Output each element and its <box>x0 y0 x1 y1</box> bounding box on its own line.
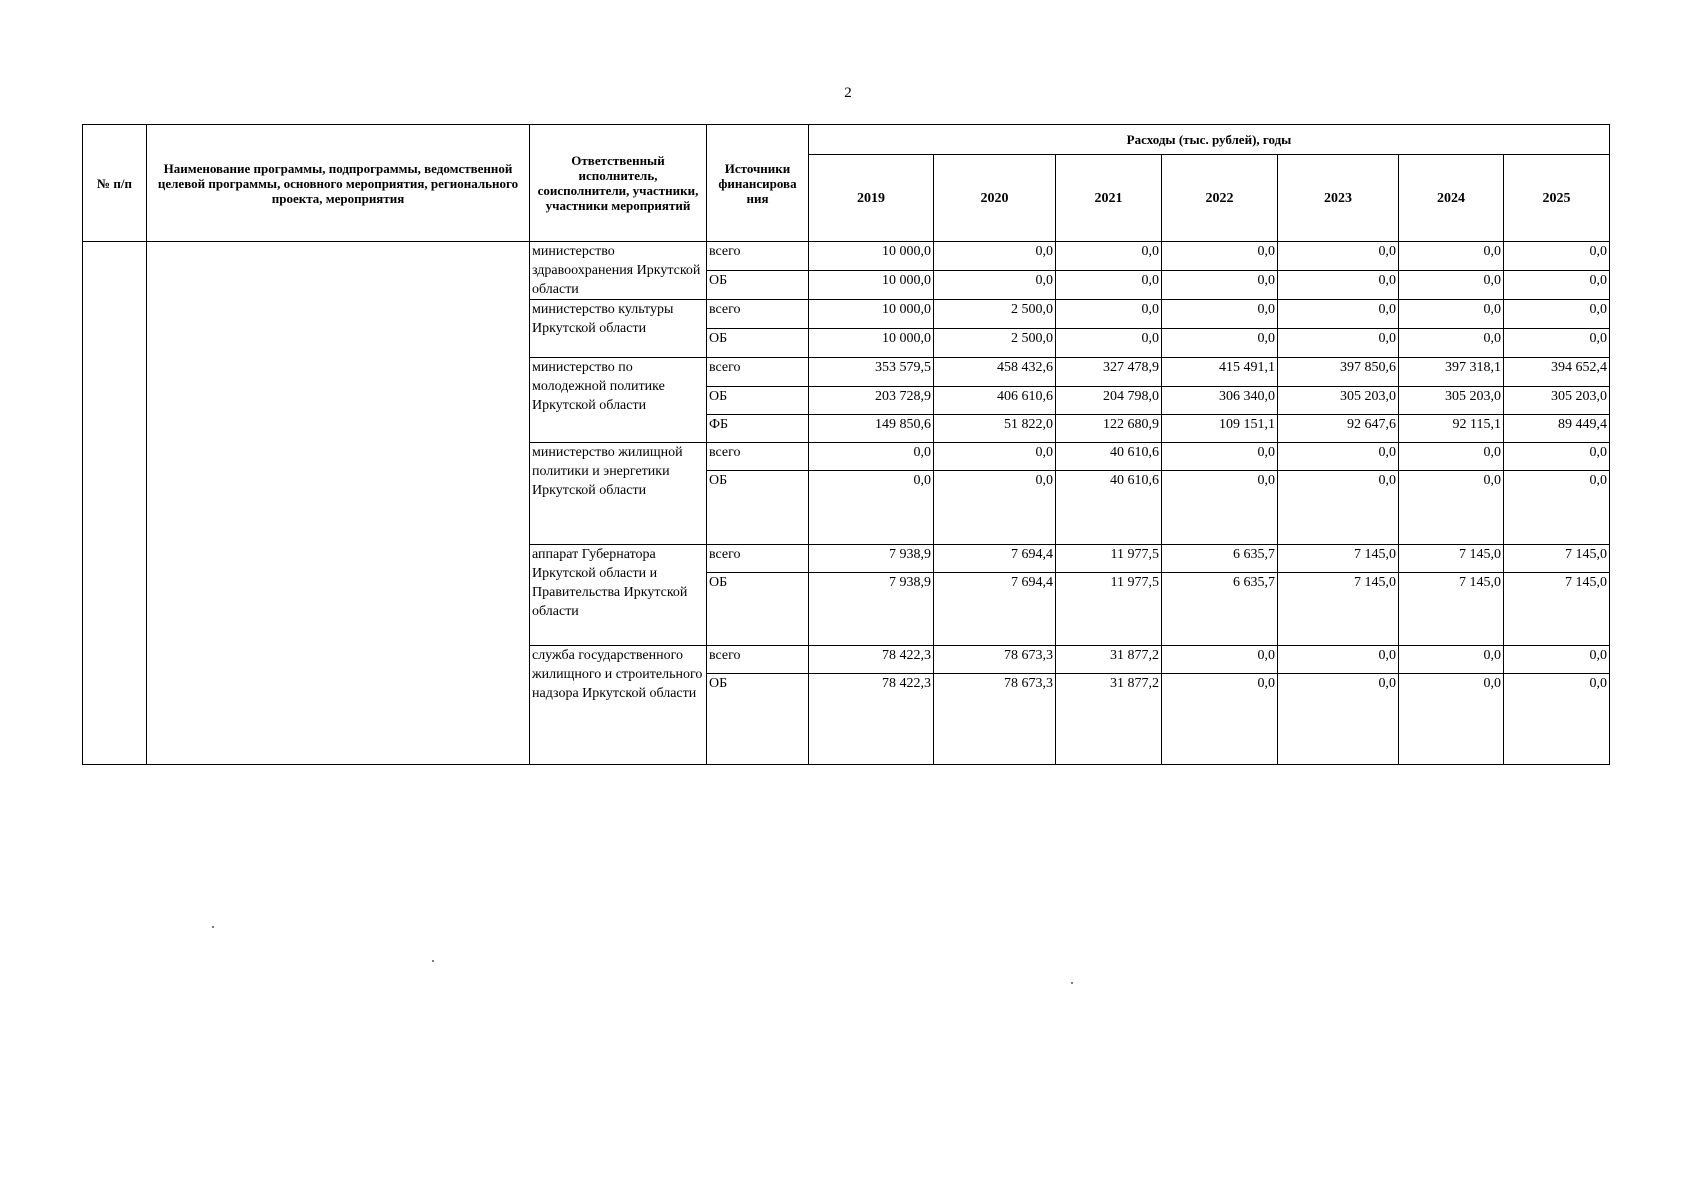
value-cell: 0,0 <box>1278 242 1399 271</box>
value-cell: 7 694,4 <box>934 573 1056 646</box>
value-cell: 0,0 <box>1278 443 1399 471</box>
scan-speck <box>432 960 434 962</box>
source-cell: всего <box>707 242 809 271</box>
header-year: 2023 <box>1278 155 1399 242</box>
value-cell: 11 977,5 <box>1056 545 1162 573</box>
value-cell: 0,0 <box>1056 271 1162 300</box>
value-cell: 0,0 <box>1504 471 1610 545</box>
header-year: 2020 <box>934 155 1056 242</box>
header-year: 2025 <box>1504 155 1610 242</box>
header-year: 2024 <box>1399 155 1504 242</box>
header-year: 2019 <box>809 155 934 242</box>
value-cell: 0,0 <box>1504 329 1610 358</box>
value-cell: 0,0 <box>1504 674 1610 765</box>
value-cell: 0,0 <box>1162 329 1278 358</box>
scan-speck <box>212 926 214 928</box>
value-cell: 397 318,1 <box>1399 358 1504 387</box>
executor-cell: министерство культуры Иркутской области <box>530 300 707 358</box>
source-cell: ОБ <box>707 573 809 646</box>
source-cell: ОБ <box>707 329 809 358</box>
value-cell: 7 145,0 <box>1399 545 1504 573</box>
value-cell: 122 680,9 <box>1056 415 1162 443</box>
value-cell: 78 422,3 <box>809 674 934 765</box>
source-cell: ОБ <box>707 271 809 300</box>
value-cell: 0,0 <box>934 271 1056 300</box>
value-cell: 0,0 <box>1162 271 1278 300</box>
source-cell: всего <box>707 646 809 674</box>
source-cell: всего <box>707 358 809 387</box>
header-expenses: Расходы (тыс. рублей), годы <box>809 125 1610 155</box>
value-cell: 6 635,7 <box>1162 545 1278 573</box>
value-cell: 305 203,0 <box>1504 387 1610 415</box>
value-cell: 306 340,0 <box>1162 387 1278 415</box>
value-cell: 305 203,0 <box>1399 387 1504 415</box>
value-cell: 0,0 <box>1162 242 1278 271</box>
value-cell: 0,0 <box>934 443 1056 471</box>
value-cell: 327 478,9 <box>1056 358 1162 387</box>
value-cell: 0,0 <box>1399 271 1504 300</box>
value-cell: 7 145,0 <box>1399 573 1504 646</box>
value-cell: 10 000,0 <box>809 329 934 358</box>
value-cell: 0,0 <box>1278 271 1399 300</box>
value-cell: 40 610,6 <box>1056 471 1162 545</box>
source-cell: ОБ <box>707 471 809 545</box>
value-cell: 7 145,0 <box>1504 545 1610 573</box>
value-cell: 2 500,0 <box>934 329 1056 358</box>
source-cell: ФБ <box>707 415 809 443</box>
value-cell: 415 491,1 <box>1162 358 1278 387</box>
value-cell: 353 579,5 <box>809 358 934 387</box>
value-cell: 0,0 <box>1278 300 1399 329</box>
header-source: Источники финансирова ния <box>707 125 809 242</box>
value-cell: 31 877,2 <box>1056 646 1162 674</box>
header-year: 2022 <box>1162 155 1278 242</box>
value-cell: 305 203,0 <box>1278 387 1399 415</box>
source-cell: ОБ <box>707 674 809 765</box>
source-cell: всего <box>707 545 809 573</box>
value-cell: 10 000,0 <box>809 300 934 329</box>
value-cell: 31 877,2 <box>1056 674 1162 765</box>
budget-table <box>82 124 1610 765</box>
value-cell: 0,0 <box>934 242 1056 271</box>
value-cell: 0,0 <box>1162 443 1278 471</box>
value-cell: 0,0 <box>1399 242 1504 271</box>
value-cell: 204 798,0 <box>1056 387 1162 415</box>
value-cell: 51 822,0 <box>934 415 1056 443</box>
value-cell: 0,0 <box>1278 471 1399 545</box>
source-cell: ОБ <box>707 387 809 415</box>
value-cell: 0,0 <box>1504 300 1610 329</box>
executor-cell: министерство здравоохранения Иркутской области <box>530 242 707 300</box>
value-cell: 0,0 <box>1504 443 1610 471</box>
value-cell: 0,0 <box>1504 271 1610 300</box>
value-cell: 7 938,9 <box>809 545 934 573</box>
value-cell: 0,0 <box>1399 471 1504 545</box>
table-row <box>83 242 1610 271</box>
scan-speck <box>1071 982 1073 984</box>
value-cell: 0,0 <box>1056 242 1162 271</box>
value-cell: 0,0 <box>1399 646 1504 674</box>
value-cell: 0,0 <box>1504 242 1610 271</box>
value-cell: 10 000,0 <box>809 242 934 271</box>
value-cell: 78 673,3 <box>934 646 1056 674</box>
value-cell: 0,0 <box>1056 329 1162 358</box>
value-cell: 7 145,0 <box>1278 573 1399 646</box>
value-cell: 0,0 <box>1399 329 1504 358</box>
executor-cell: служба государственного жилищного и строительного надзора Иркутской области <box>530 646 707 765</box>
header-name: Наименование программы, подпрограммы, ведомственной целевой программы, основного мероприятия, регионального проекта, мероприятия <box>147 125 530 242</box>
value-cell: 0,0 <box>1504 646 1610 674</box>
header-num: № п/п <box>83 125 147 242</box>
value-cell: 0,0 <box>1056 300 1162 329</box>
header-year: 2021 <box>1056 155 1162 242</box>
num-cell <box>83 242 147 765</box>
value-cell: 0,0 <box>809 443 934 471</box>
value-cell: 7 145,0 <box>1278 545 1399 573</box>
value-cell: 7 694,4 <box>934 545 1056 573</box>
value-cell: 6 635,7 <box>1162 573 1278 646</box>
value-cell: 0,0 <box>1162 471 1278 545</box>
executor-cell: министерство жилищной политики и энергетики Иркутской области <box>530 443 707 545</box>
header-executor: Ответственный исполнитель, соисполнители, участники, участники мероприятий <box>530 125 707 242</box>
value-cell: 0,0 <box>809 471 934 545</box>
value-cell: 0,0 <box>1162 300 1278 329</box>
value-cell: 7 938,9 <box>809 573 934 646</box>
source-cell: всего <box>707 300 809 329</box>
value-cell: 0,0 <box>1162 646 1278 674</box>
value-cell: 40 610,6 <box>1056 443 1162 471</box>
name-cell <box>147 242 530 765</box>
value-cell: 92 647,6 <box>1278 415 1399 443</box>
value-cell: 458 432,6 <box>934 358 1056 387</box>
value-cell: 0,0 <box>1399 300 1504 329</box>
value-cell: 89 449,4 <box>1504 415 1610 443</box>
value-cell: 10 000,0 <box>809 271 934 300</box>
value-cell: 0,0 <box>1162 674 1278 765</box>
value-cell: 149 850,6 <box>809 415 934 443</box>
value-cell: 0,0 <box>934 471 1056 545</box>
value-cell: 0,0 <box>1278 329 1399 358</box>
value-cell: 203 728,9 <box>809 387 934 415</box>
value-cell: 0,0 <box>1278 646 1399 674</box>
value-cell: 92 115,1 <box>1399 415 1504 443</box>
value-cell: 78 422,3 <box>809 646 934 674</box>
value-cell: 0,0 <box>1399 443 1504 471</box>
source-cell: всего <box>707 443 809 471</box>
value-cell: 11 977,5 <box>1056 573 1162 646</box>
value-cell: 406 610,6 <box>934 387 1056 415</box>
value-cell: 0,0 <box>1399 674 1504 765</box>
executor-cell: министерство по молодежной политике Иркутской области <box>530 358 707 443</box>
value-cell: 78 673,3 <box>934 674 1056 765</box>
value-cell: 0,0 <box>1278 674 1399 765</box>
value-cell: 7 145,0 <box>1504 573 1610 646</box>
value-cell: 397 850,6 <box>1278 358 1399 387</box>
value-cell: 2 500,0 <box>934 300 1056 329</box>
page-number: 2 <box>844 85 852 101</box>
value-cell: 109 151,1 <box>1162 415 1278 443</box>
executor-cell: аппарат Губернатора Иркутской области и Правительства Иркутской области <box>530 545 707 646</box>
value-cell: 394 652,4 <box>1504 358 1610 387</box>
